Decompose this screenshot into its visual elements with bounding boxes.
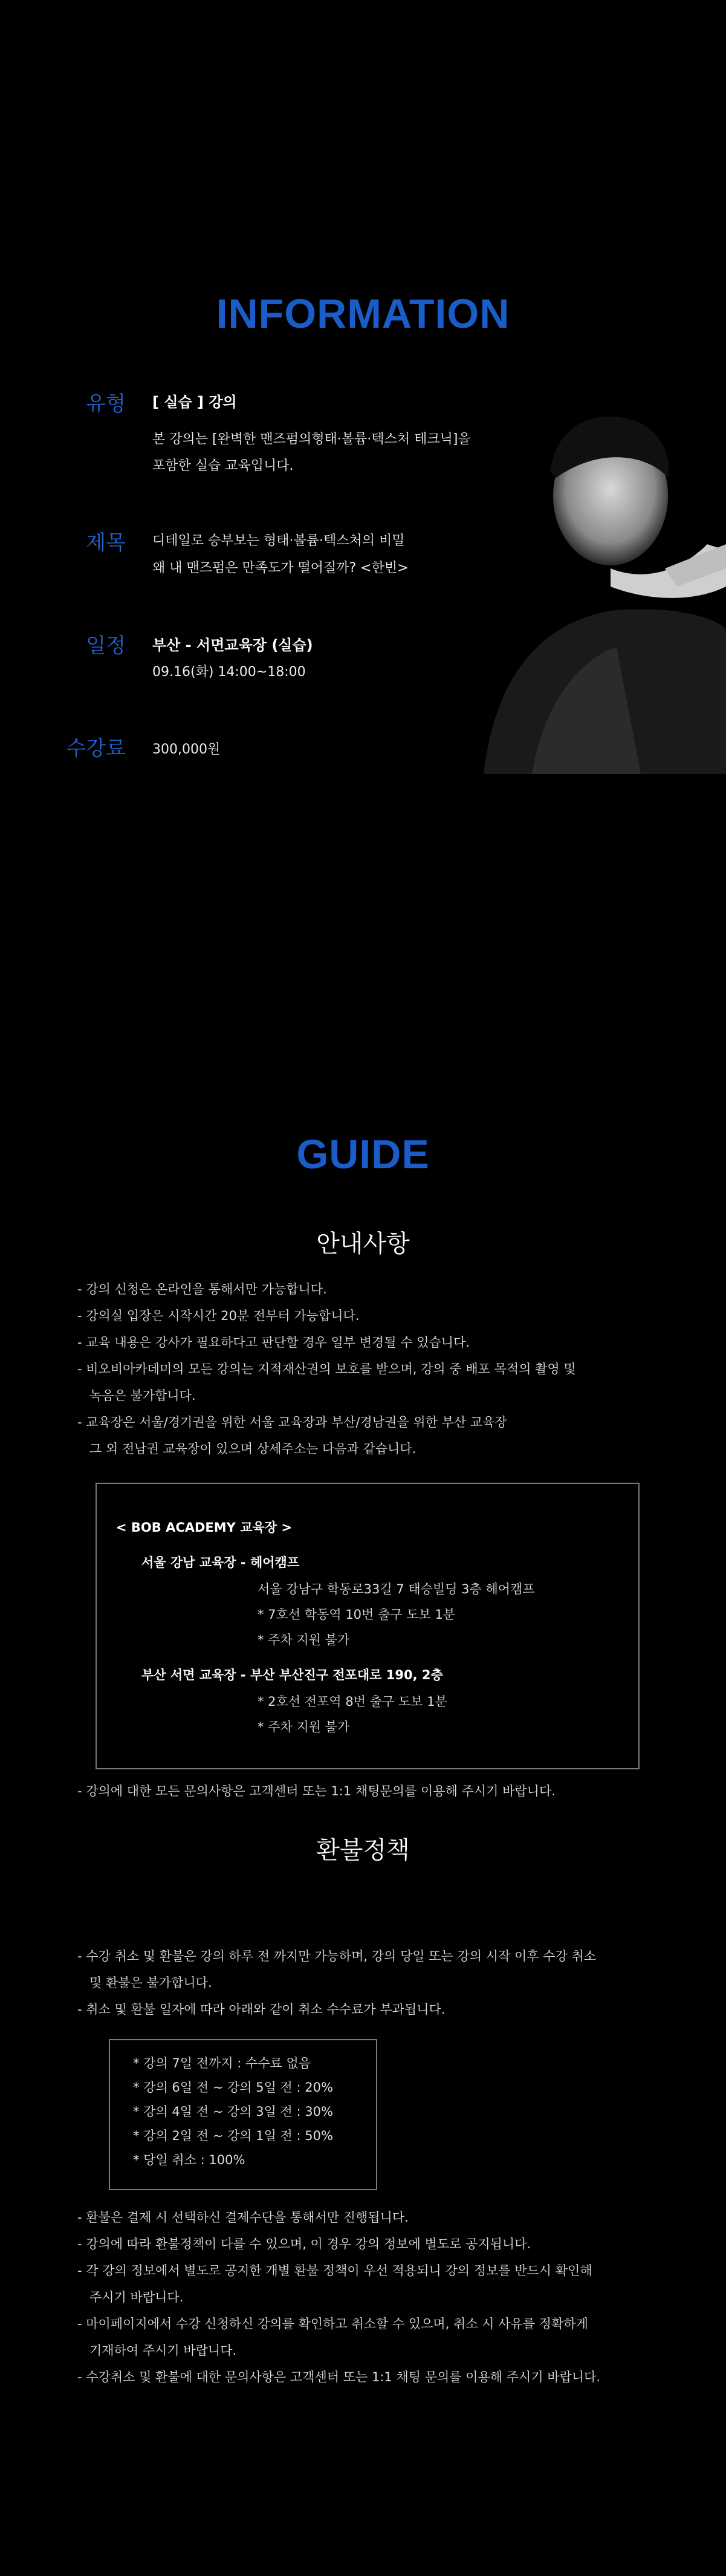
fee-row: * 당일 취소 : 100% (133, 2153, 245, 2167)
schedule-location: 부산 - 서면교육장 (실습) (152, 637, 313, 654)
fee-row: * 강의 7일 전까지 : 수수료 없음 (133, 2056, 311, 2070)
busan-station: * 2호선 전포역 8번 출구 도보 1분 (258, 1694, 447, 1709)
list-item: - 강의에 대한 모든 문의사항은 고객센터 또는 1:1 채팅문의를 이용해 주시기 바랍니다. (77, 1784, 556, 1798)
fee-row: * 강의 4일 전 ~ 강의 3일 전 : 30% (133, 2104, 333, 2119)
notice-footer (77, 1778, 658, 1804)
fee-table-box (109, 2039, 377, 2190)
seoul-station: * 7호선 학동역 10번 출구 도보 1분 (258, 1607, 456, 1622)
list-item: - 마이페이지에서 수강 신청하신 강의를 확인하고 취소할 수 있으며, 취소 시 사유를 정확하게 (77, 2317, 588, 2331)
list-item: - 비오비아카데미의 모든 강의는 지적재산권의 보호를 받으며, 강의 중 배포 목적의 촬영 및 (77, 1362, 576, 1376)
list-item: 주시기 바랍니다. (77, 2290, 184, 2304)
list-item: - 강의 신청은 온라인을 통해서만 가능합니다. (77, 1282, 327, 1296)
list-item: - 각 강의 정보에서 별도로 공지한 개별 환불 정책이 우선 적용되니 강의 정보를 반드시 확인해 (77, 2263, 592, 2278)
notice-list (77, 1276, 658, 1462)
busan-parking: * 주차 지원 불가 (258, 1720, 350, 1734)
notice-title: 안내사항 (316, 1230, 410, 1258)
list-item: - 교육 내용은 강사가 필요하다고 판단할 경우 일부 변경될 수 있습니다. (77, 1335, 470, 1350)
fee-label: 수강료 (66, 737, 126, 761)
list-item: 기재하여 주시기 바랍니다. (77, 2343, 237, 2358)
list-item: 그 외 전남권 교육장이 있으며 상세주소는 다음과 같습니다. (77, 1442, 416, 1456)
subject-line-1: 디테일로 승부보는 형태·볼륨·텍스처의 비밀 (152, 533, 405, 548)
type-desc-1: 본 강의는 [완벽한 맨즈펌의형태·볼륨·텍스처 테크닉]을 (152, 432, 471, 447)
refund-footer-list (77, 2204, 658, 2390)
list-item: 녹음은 불가합니다. (77, 1388, 196, 1403)
list-item: 및 환불은 불가합니다. (77, 1976, 212, 1990)
seoul-parking: * 주차 지원 불가 (258, 1633, 350, 1647)
list-item: - 수강 취소 및 환불은 강의 하루 전 까지만 가능하며, 강의 당일 또는 강의 시작 이후 수강 취소 (77, 1949, 597, 1963)
list-item: - 강의에 따라 환불정책이 다를 수 있으며, 이 경우 강의 정보에 별도로 공지됩니다. (77, 2237, 531, 2251)
type-value: [ 실습 ] 강의 (152, 394, 237, 411)
list-item: - 환불은 결제 시 선택하신 결제수단을 통해서만 진행됩니다. (77, 2210, 409, 2225)
academy-heading: < BOB ACADEMY 교육장 > (116, 1520, 292, 1535)
list-item: - 강의실 입장은 시작시간 20분 전부터 가능합니다. (77, 1309, 360, 1323)
fee-row: * 강의 2일 전 ~ 강의 1일 전 : 50% (133, 2129, 333, 2143)
list-item: - 교육장은 서울/경기권을 위한 서울 교육장과 부산/경남권을 위한 부산 교육장 (77, 1415, 507, 1429)
list-item: - 수강취소 및 환불에 대한 문의사항은 고객센터 또는 1:1 채팅 문의를 이용해 주시기 바랍니다. (77, 2370, 601, 2384)
subject-label: 제목 (86, 531, 126, 555)
subject-line-2: 왜 내 맨즈펌은 만족도가 떨어질까? <한빈> (152, 561, 409, 576)
fee-value: 300,000원 (152, 742, 221, 757)
busan-academy-name: 부산 서면 교육장 - 부산 부산진구 전포대로 190, 2층 (141, 1668, 443, 1682)
list-item: - 취소 및 환불 일자에 따라 아래와 같이 취소 수수료가 부과됩니다. (77, 2002, 446, 2017)
type-desc-2: 포함한 실습 교육입니다. (152, 458, 294, 473)
fee-row: * 강의 6일 전 ~ 강의 5일 전 : 20% (133, 2080, 333, 2095)
refund-title: 환불정책 (316, 1836, 410, 1864)
schedule-time: 09.16(화) 14:00~18:00 (152, 665, 306, 680)
type-label: 유형 (86, 392, 126, 416)
instructor-portrait (459, 387, 726, 774)
seoul-address: 서울 강남구 학동로33길 7 태승빌딩 3층 헤어캠프 (258, 1582, 535, 1596)
academy-box (96, 1483, 640, 1769)
guide-title: GUIDE (296, 1131, 430, 1177)
information-title: INFORMATION (216, 291, 510, 337)
refund-list (77, 1943, 658, 2023)
seoul-academy-name: 서울 강남 교육장 - 헤어캠프 (141, 1555, 300, 1570)
schedule-label: 일정 (86, 634, 126, 658)
